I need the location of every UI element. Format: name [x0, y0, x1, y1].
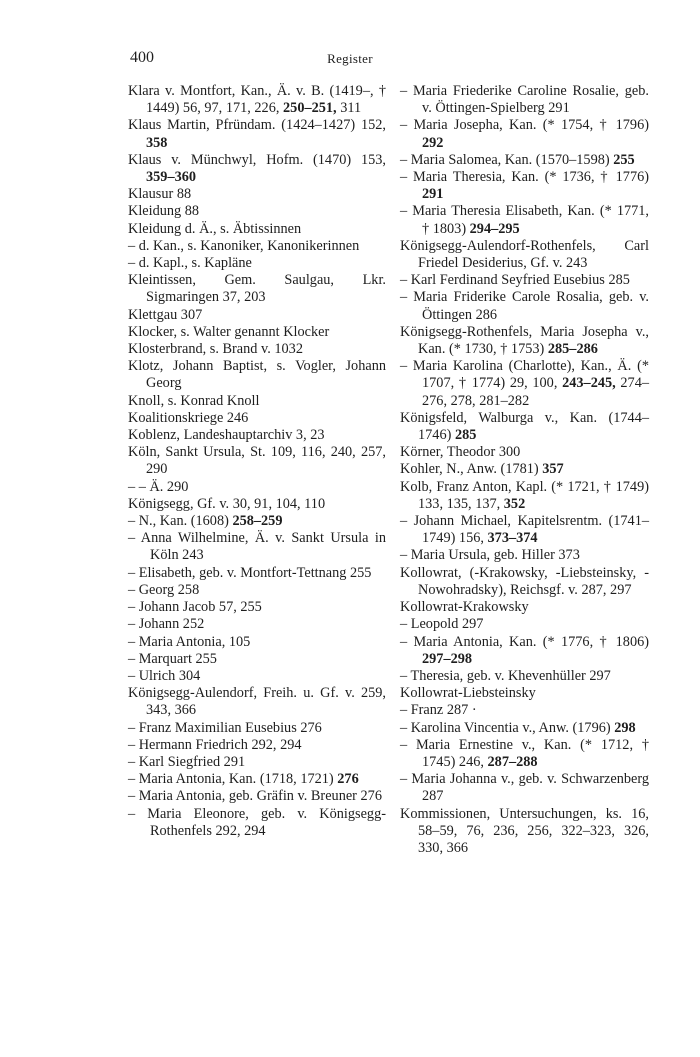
index-subentry: [128, 255, 386, 272]
index-subentry: [400, 513, 649, 547]
entry-text: – Maria Theresia Elisabeth, Kan. (* 1771, † 1803): [400, 203, 649, 237]
entry-text: Köln, Sankt Ursula, St. 109, 116, 240, 257, 290: [128, 444, 386, 478]
entry-text: – Johann Michael, Kapitelsrentm. (1741–1749) 156,: [400, 513, 649, 547]
entry-text: – Hermann Friedrich 292, 294: [128, 736, 302, 753]
index-entry: [400, 238, 649, 272]
entry-text: – N., Kan. (1608): [128, 513, 233, 530]
index-subentry: [128, 771, 386, 788]
index-subentry: [400, 272, 649, 289]
entry-text: – Elisabeth, geb. v. Montfort-Tettnang 255: [128, 564, 372, 581]
entry-text: Klocker, s. Walter genannt Klocker: [128, 323, 330, 340]
index-entry: [400, 685, 649, 702]
index-entry: [128, 341, 386, 358]
entry-text: Kleidung d. Ä., s. Äbtissinnen: [128, 220, 302, 237]
entry-text: Klosterbrand, s. Brand v. 1032: [128, 341, 303, 358]
page-reference-bold: 292: [422, 134, 444, 151]
entry-text: Kommissionen, Untersuchungen, ks. 16, 58–59, 76, 236, 256, 322–323, 326, 330, 366: [400, 805, 649, 856]
page-header: [0, 49, 700, 71]
index-subentry: [128, 238, 386, 255]
entry-text: – Maria Friderike Carole Rosalia, geb. v. Öttingen 286: [400, 289, 649, 323]
entry-text: Königsegg-Aulendorf-Rothenfels, Carl Friedel Desiderius, Gf. v. 243: [400, 237, 649, 272]
entry-text: 274–276, 278, 281–282: [422, 375, 649, 409]
entry-text: Klettgau 307: [128, 306, 203, 323]
page-reference-bold: 373–374: [487, 530, 538, 547]
entry-text: Körner, Theodor 300: [400, 444, 521, 461]
entry-text: – Marquart 255: [128, 650, 217, 667]
index-entry: [400, 324, 649, 358]
index-subentry: [400, 737, 649, 771]
index-entry: [128, 444, 386, 478]
index-entry: [128, 324, 386, 341]
entry-text: – Maria Ursula, geb. Hiller 373: [400, 547, 580, 564]
running-title: Register: [327, 51, 373, 66]
index-subentry: [128, 565, 386, 582]
index-entry: [128, 152, 386, 186]
entry-text: – Anna Wilhelmine, Ä. v. Sankt Ursula in Köln 243: [128, 530, 386, 564]
index-entry: [128, 496, 386, 513]
entry-text: – Franz 287: [400, 702, 469, 719]
index-subentry: [400, 289, 649, 323]
page-reference-bold: 358: [146, 134, 168, 151]
index-entry: [128, 221, 386, 238]
index-subentry: [128, 634, 386, 651]
page-reference-bold: 255: [613, 151, 635, 168]
index-subentry: [400, 358, 649, 410]
page-reference-bold: 276: [337, 771, 359, 788]
index-entry: [128, 410, 386, 427]
index-column-left: [128, 83, 386, 840]
entry-text: – Maria Johanna v., geb. v. Schwarzenberg 287: [400, 771, 649, 805]
page-reference-bold: 287–288: [487, 753, 538, 770]
entry-text: – Maria Karolina (Charlotte), Kan., Ä. (* 1707, † 1774) 29, 100,: [400, 358, 649, 392]
entry-text: Koblenz, Landeshauptarchiv 3, 23: [128, 427, 325, 444]
page-reference-bold: 298: [614, 719, 636, 736]
index-entry: [128, 186, 386, 203]
index-subentry: [128, 754, 386, 771]
index-entry: [128, 393, 386, 410]
entry-text: – Ulrich 304: [128, 667, 201, 684]
index-entry: [128, 117, 386, 151]
index-column-right: [400, 83, 649, 857]
entry-text: – – Ä. 290: [128, 478, 189, 495]
entry-text: Kleidung 88: [128, 203, 200, 220]
index-subentry: [128, 479, 386, 496]
index-subentry: [128, 720, 386, 737]
entry-text: – Maria Josepha, Kan. (* 1754, † 1796): [400, 117, 649, 134]
entry-text: Kollowrat-Krakowsky: [400, 599, 529, 616]
index-subentry: [128, 788, 386, 805]
index-subentry: [400, 547, 649, 564]
entry-text: – Maria Antonia, Kan. (* 1776, † 1806): [400, 633, 649, 650]
entry-text: – Karolina Vincentia v., Anw. (1796): [400, 719, 615, 736]
page-reference-bold: 285: [454, 427, 477, 444]
entry-text: – Theresia, geb. v. Khevenhüller 297: [400, 667, 611, 684]
index-subentry: [128, 737, 386, 754]
index-subentry: [128, 599, 386, 616]
index-entry: [400, 806, 649, 858]
page-reference-bold: 297–298: [422, 650, 473, 667]
index-subentry: [400, 668, 649, 685]
entry-text: Kollowrat-Liebsteinsky: [400, 685, 536, 702]
index-subentry: [400, 616, 649, 633]
entry-text: Kollowrat, (-Krakowsky, -Liebsteinsky, -Nowohradsky), Reichsgf. v. 287, 297: [400, 564, 649, 598]
entry-text: – Maria Antonia, Kan. (1718, 1721): [128, 771, 338, 788]
entry-text: – Johann 252: [128, 616, 205, 633]
entry-text: – Maria Ernestine v., Kan. (* 1712, † 1745) 246,: [400, 736, 649, 770]
index-entry: [128, 307, 386, 324]
index-subentry: [400, 117, 649, 151]
index-subentry: [128, 582, 386, 599]
index-subentry: [128, 530, 386, 564]
entry-text: Klara v. Montfort, Kan., Ä. v. B. (1419–, † 1449) 56, 97, 171, 226,: [128, 83, 386, 117]
entry-text: Klausur 88: [128, 186, 192, 203]
index-subentry: [400, 702, 649, 719]
page-reference-bold: 294–295: [469, 220, 520, 237]
entry-text: – Maria Antonia, geb. Gräfin v. Breuner 276: [128, 788, 382, 805]
page-reference-bold: 243–245,: [562, 375, 616, 392]
entry-text: – Maria Eleonore, geb. v. Königsegg-Rothenfels 292, 294: [128, 805, 386, 839]
entry-text: – Karl Siegfried 291: [128, 753, 246, 770]
entry-text: Knoll, s. Konrad Knoll: [128, 392, 260, 409]
entry-text: Kleintissen, Gem. Saulgau, Lkr. Sigmaringen 37, 203: [128, 272, 386, 306]
index-subentry: [400, 203, 649, 237]
index-entry: [128, 685, 386, 719]
index-entry: [128, 203, 386, 220]
entry-text: – Georg 258: [128, 581, 200, 598]
entry-text: – Maria Antonia, 105: [128, 633, 251, 650]
index-subentry: [400, 720, 649, 737]
entry-text: – Leopold 297: [400, 616, 484, 633]
index-entry: [128, 272, 386, 306]
entry-text: ·: [468, 702, 477, 719]
entry-text: Klaus Martin, Pfründam. (1424–1427) 152,: [128, 117, 386, 134]
index-subentry: [400, 169, 649, 203]
entry-text: Klotz, Johann Baptist, s. Vogler, Johann Georg: [128, 358, 386, 392]
index-subentry: [128, 616, 386, 633]
entry-text: – Maria Salomea, Kan. (1570–1598): [400, 151, 614, 168]
entry-text: Kohler, N., Anw. (1781): [400, 461, 543, 478]
entry-text: – d. Kapl., s. Kapläne: [128, 255, 252, 272]
entry-text: Koalitionskriege 246: [128, 409, 249, 426]
index-entry: [128, 427, 386, 444]
index-subentry: [400, 634, 649, 668]
entry-text: Klaus v. Münchwyl, Hofm. (1470) 153,: [128, 151, 386, 168]
page-reference-bold: 357: [542, 461, 564, 478]
page-reference-bold: 352: [503, 495, 526, 512]
index-subentry: [400, 771, 649, 805]
entry-text: Königsfeld, Walburga v., Kan. (1744–1746): [400, 409, 649, 444]
index-entry: [400, 410, 649, 444]
index-subentry: [400, 152, 649, 169]
entry-text: – Maria Friederike Caroline Rosalie, geb. v. Öttingen-Spielberg 291: [400, 83, 649, 117]
entry-text: Königsegg, Gf. v. 30, 91, 104, 110: [128, 495, 326, 512]
page-reference-bold: 359–360: [146, 169, 197, 186]
index-entry: [400, 599, 649, 616]
index-subentry: [128, 806, 386, 840]
entry-text: – Franz Maximilian Eusebius 276: [128, 719, 322, 736]
index-entry: [400, 565, 649, 599]
page-reference-bold: 285–286: [547, 341, 598, 358]
page-reference-bold: 258–259: [232, 513, 283, 530]
index-subentry: [128, 513, 386, 530]
entry-text: – Maria Theresia, Kan. (* 1736, † 1776): [400, 169, 649, 186]
entry-text: Königsegg-Aulendorf, Freih. u. Gf. v. 259, 343, 366: [128, 685, 386, 719]
index-entry: [400, 461, 649, 478]
page-reference-bold: 250–251,: [283, 100, 337, 117]
entry-text: 311: [336, 100, 362, 117]
entry-text: – Johann Jacob 57, 255: [128, 599, 262, 616]
page-number: 400: [130, 49, 154, 66]
index-entry: [128, 83, 386, 117]
index-subentry: [128, 651, 386, 668]
entry-text: Königsegg-Rothenfels, Maria Josepha v., Kan. (* 1730, † 1753): [400, 323, 649, 358]
index-subentry: [400, 83, 649, 117]
index-subentry: [128, 668, 386, 685]
entry-text: – Karl Ferdinand Seyfried Eusebius 285: [400, 272, 630, 289]
index-entry: [400, 479, 649, 513]
index-entry: [400, 444, 649, 461]
entry-text: – d. Kan., s. Kanoniker, Kanonikerinnen: [128, 237, 360, 254]
entry-text: Kolb, Franz Anton, Kapl. (* 1721, † 1749) 133, 135, 137,: [400, 478, 649, 512]
page-reference-bold: 291: [422, 186, 444, 203]
index-entry: [128, 358, 386, 392]
